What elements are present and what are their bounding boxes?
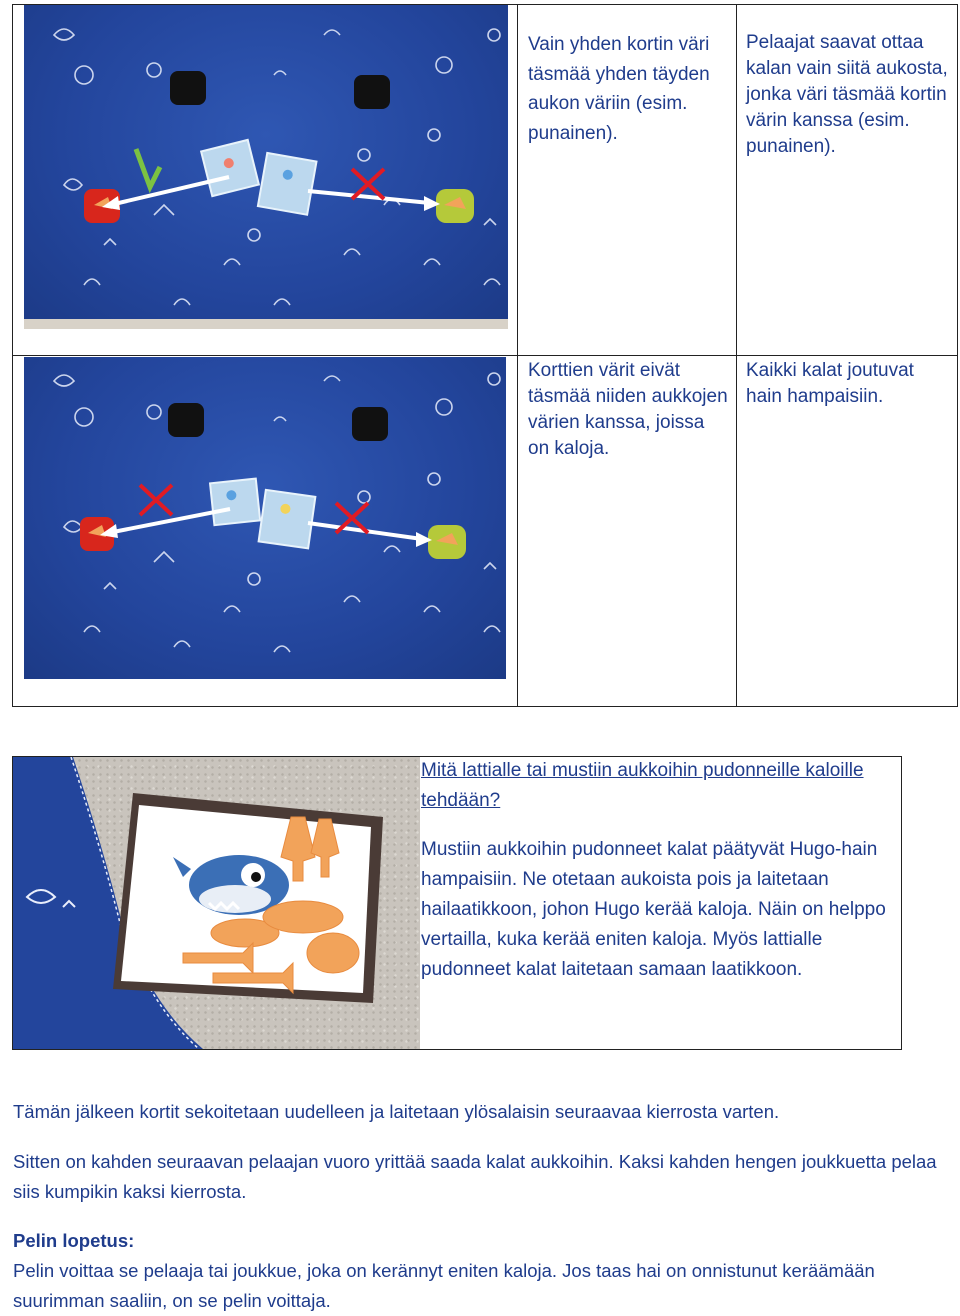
game-board-illustration	[24, 357, 506, 679]
photo-shark-box	[13, 757, 420, 1049]
row1-result-text: Pelaajat saavat ottaa kalan vain siitä aukosta, jonka väri täsmää kortin värin kanssa (esim. punainen).	[746, 32, 948, 157]
answer-paragraph: Mustiin aukkoihin pudonneet kalat päätyvät Hugo-hain hampaisiin. Ne otetaan aukoista pois ja laitetaan hailaatikkoon, johon Hugo kerää kaloja. Näin on helppo vertailla, kuka kerää eniten kaloja. Myös lattialle pudonneet kalat laitetaan samaan laatikkoon.	[421, 839, 886, 980]
box-border-bottom	[12, 1049, 902, 1050]
paragraph-next-turn: Sitten on kahden seuraavan pelaajan vuoro yrittää saada kalat aukkoihin. Kaksi kahden hengen joukkuetta pelaa siis kumpikin kaksi kierrosta.	[13, 1151, 937, 1202]
table-col-divider-2	[736, 4, 737, 707]
table-border-right	[957, 4, 958, 707]
shark-box-illustration	[13, 757, 420, 1049]
table-row-divider	[12, 355, 958, 356]
photo-cards-one-match	[24, 5, 508, 329]
table-col-divider-1	[517, 4, 518, 707]
game-board-illustration	[24, 5, 508, 329]
table-border-bottom	[12, 706, 958, 707]
box-border-right	[901, 756, 902, 1050]
table-border-left	[12, 4, 13, 707]
paragraph-shuffle: Tämän jälkeen kortit sekoitetaan uudelleen ja laitetaan ylösalaisin seuraavaa kierrosta varten.	[13, 1101, 780, 1122]
row1-condition-text: Vain yhden kortin väri täsmää yhden täyden aukon väriin (esim. punainen).	[528, 34, 710, 144]
photo-cards-no-match	[24, 357, 506, 679]
paragraph-winner: Pelin voittaa se pelaaja tai joukkue, joka on kerännyt eniten kaloja. Jos taas hai on onnistunut keräämään suurimman saaliin, on se pelin voittaja.	[13, 1260, 875, 1311]
row2-result-text: Kaikki kalat joutuvat hain hampaisiin.	[746, 360, 914, 407]
question-heading: Mitä lattialle tai mustiin aukkoihin pudonneille kaloille tehdään?	[421, 760, 864, 811]
row2-condition-text: Korttien värit eivät täsmää niiden aukkojen värien kanssa, joissa on kaloja.	[528, 360, 728, 459]
heading-game-end: Pelin lopetus:	[13, 1230, 135, 1251]
